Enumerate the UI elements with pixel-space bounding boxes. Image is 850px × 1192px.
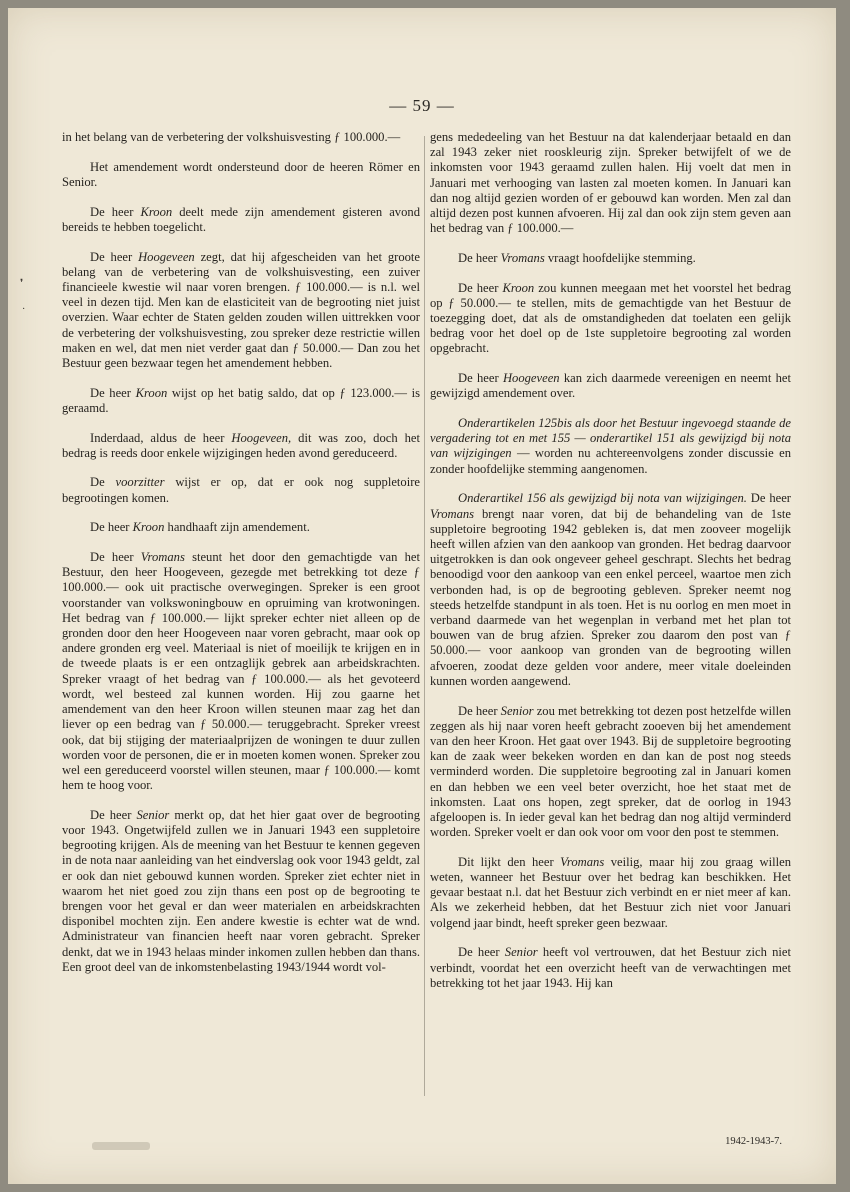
paragraph: Onderartikel 156 als gewijzigd bij nota van wijzigingen. De heer Vromans brengt naar voren, dat bij de behandeling van de 1ste suppletoire begrooting 1942 gebleken is, dat men zooveer mogelijk heeft willen afzien van den aankoop van gronden. Het bedrag daarvoor uitgetrokken is dan ook ongeveer geheel geschrapt. Slechts het bedrag benoodigd voor den aankoop van een enkel perceel, waartoe men zich verbonden had, is op de begrooting gebleven. Spreker neemt nog steeds hetzelfde standpunt in als toen. Het is nu oorlog en men moet in verband daarmede van het wegenplan in verband met het plan tot bouwen van de brug afzien. Spreker zou daarom den post van ƒ 50.000.— voor aankoop van gronden van de begrooting willen afvoeren, zoodat deze gelden voor andere, meer vitale doeleinden kunnen worden aangewend. <box>430 491 791 688</box>
margin-mark: · <box>22 304 26 315</box>
margin-mark: ❜ <box>20 278 24 289</box>
paragraph: De heer Kroon handhaaft zijn amendement. <box>90 520 310 535</box>
paragraph: gens mededeeling van het Bestuur na dat kalenderjaar betaald en dan zal 1943 zeker niet rooskleurig zijn. Spreker betwijfelt of we de inkomsten voor 1943 geraamd zullen halen. Hij voelt dat men in Januari met verhooging van lasten zal moeten komen. In Januari kan dan nog altijd gezien worden of er gebouwd kan worden. Men zal dan altijd dezen post kunnen afvoeren. Hij zal dan ook zijn stem geven aan het bedrag van ƒ 100.000.— <box>430 130 791 236</box>
italic-text: Hoogeveen <box>138 249 195 264</box>
paragraph: De heer Senior heeft vol vertrouwen, dat het Bestuur zich niet verbindt, voordat het een overzicht heeft van de verwachtingen met betrekking tot het jaar 1943. Hij kan <box>430 945 791 990</box>
italic-text: Hoogeveen, <box>231 430 292 445</box>
italic-text: Onderartikel 156 als gewijzigd bij nota van wijzigingen. <box>458 491 747 506</box>
italic-text: Onderartikelen 125bis als door het Bestuur ingevoegd staande de vergadering tot en met 155 — onderartikel 151 als gewijzigd bij nota van wijzigingen <box>430 416 791 461</box>
paragraph: De voorzitter wijst er op, dat er ook nog suppletoire begrootingen komen. <box>62 475 420 505</box>
paragraph: De heer Hoogeveen zegt, dat hij afgescheiden van het groote belang van de verbetering van de volkshuisvesting, een zuiver financieele kwestie wil naar voren brengen. ƒ 100.000.— is n.l. wel veel in dezen tijd. Men kan de elasticiteit van de begrooting niet juist overzien. Waar echter de Staten gelden zouden willen uittrekken voor de verbetering der volkshuisvesting, zou spreker deze restrictie willen maken en wel, dat men niet verder gaat dan ƒ 50.000.— Dan zou het Bestuur geen bezwaar tegen het amendement hebben. <box>62 249 420 370</box>
italic-text: Senior <box>504 945 538 960</box>
column-divider <box>424 136 425 1096</box>
paragraph: Dit lijkt den heer Vromans veilig, maar hij zou graag willen weten, wanneer het Bestuur over het bedrag kan beschikken. Het gevaar bestaat n.l. dat het Bestuur zich verbindt en er niet meer af kan. Als we zekerheid hebben, dat het Bestuur zich niet voor Januari volgend jaar bindt, heeft spreker geen bezwaar. <box>430 854 791 930</box>
paragraph: De heer Kroon zou kunnen meegaan met het voorstel het bedrag op ƒ 50.000.— te stellen, mits de gemachtigde van het Bestuur de toezegging doet, dat als de omstandigheden dat toelaten een gelijk bedrag voor het doel op de 1ste suppletoire begrooting zal worden opgebracht. <box>430 280 791 356</box>
italic-text: Vromans <box>500 250 545 265</box>
document-page <box>8 8 836 1184</box>
italic-text: Kroon <box>132 520 165 535</box>
italic-text: Kroon <box>135 385 168 400</box>
footer-code: 1942-1943-7. <box>725 1136 782 1147</box>
paragraph: De heer Kroon wijst op het batig saldo, dat op ƒ 123.000.— is geraamd. <box>62 385 421 415</box>
italic-text: Hoogeveen <box>502 371 560 386</box>
paragraph: De heer Senior zou met betrekking tot dezen post hetzelfde willen zeggen als hij naar voren heeft gebracht zooeven bij het amendement van den heer Kroon. Het gaat over 1943. Bij de suppletoire begrooting kan de zaak weer bekeken worden en dan kan de post nog steeds verminderd worden. Die suppletoire begrooting zal in Januari komen en dan hebben we een veel beter overzicht, hoe het staat met de inkomsten. Laat ons hopen, zegt spreker, dat de oorlog in 1943 afgeloopen is. In ieder geval kan het bedrag dan nog altijd verminderd worden. Spreker voelt er dan ook voor om voor den post te stemmen. <box>430 703 791 840</box>
italic-text: voorzitter <box>115 475 165 490</box>
italic-text: Vromans <box>430 506 475 521</box>
paragraph: in het belang van de verbetering der volkshuisvesting ƒ 100.000.— <box>62 130 401 144</box>
italic-text: Senior <box>136 807 170 822</box>
page-number: — 59 — <box>389 96 455 115</box>
paragraph: Onderartikelen 125bis als door het Bestuur ingevoegd staande de vergadering tot en met 155 — onderartikel 151 als gewijzigd bij nota van wijzigingen — worden nu achtereenvolgens zonder discussie en zonder hoofdelijke stemming aangenomen. <box>430 416 791 476</box>
paragraph: De heer Vromans vraagt hoofdelijke stemming. <box>458 250 696 265</box>
paragraph: De heer Senior merkt op, dat het hier gaat over de begrooting voor 1943. Ongetwijfeld zullen we in Januari 1943 een suppletoire begrooting krijgen. Als de meening van het Bestuur te kennen gegeven in de nota naar aanleiding van het eindverslag ook voor 1943 geldt, zal er ook dan niet gebouwd kunnen worden. Spreker ziet echter niet in waarom het niet goed zou zijn thans een post op de begrooting te brengen voor het geval er dan weer materialen en arbeidskrachten disponibel mochten zijn. Een andere kwestie is echter wat de wnd. Administrateur van financien heeft naar voren gebracht. Spreker denkt, dat we in 1943 helaas minder inkomen zullen hebben dan thans. Een groot deel van de inkomstenbelasting 1943/1944 wordt vol- <box>62 807 421 974</box>
faded-stamp <box>92 1142 150 1150</box>
paragraph: Het amendement wordt ondersteund door de heeren Römer en Senior. <box>62 159 420 189</box>
right-column <box>430 130 791 1005</box>
paragraph: De heer Kroon deelt mede zijn amendement gisteren avond bereids te hebben toegelicht. <box>62 204 420 234</box>
italic-text: Kroon <box>140 204 173 219</box>
paragraph: Inderdaad, aldus de heer Hoogeveen, dit was zoo, doch het bedrag is reeds door enkele wijzigingen heden avond gereduceerd. <box>62 430 420 460</box>
left-column <box>62 130 420 990</box>
italic-text: Senior <box>500 703 534 718</box>
paragraph: De heer Vromans steunt het door den gemachtigde van het Bestuur, den heer Hoogeveen, gezegde met betrekking tot deze ƒ 100.000.— ook uit practische overwegingen. Spreker is een groot voorstander van volkswoningbouw en opruiming van krotwoningen. Het bedrag van ƒ 100.000.— lijkt spreker echter niet alleen op de gronden door den heer Hoogeveen naar voren gebracht, maar ook op andere gronden erg veel. Materiaal is niet of moeilijk te krijgen en in de tweede plaats is er een ontzaglijk gebrek aan arbeidskrachten. Spreker vraagt of het bedrag van ƒ 100.000.— als het gevoteerd wordt, wel besteed zal kunnen worden. Hij zou gaarne het amendement van den heer Kroon willen steunen maar zag het dan liever op een bedrag van ƒ 50.000.— teruggebracht. Spreker vreest ook, dat bij stijging der materiaalprijzen de woningen te duur zullen worden voor de personen, die er in moeten komen wonen. Spreker zou wel een gereduceerd voorstel willen steunen, maar ƒ 100.000.— komt hem te hoog voor. <box>62 550 420 793</box>
italic-text: Vromans <box>140 550 185 565</box>
paragraph: De heer Hoogeveen kan zich daarmede vereenigen en neemt het gewijzigd amendement over. <box>430 371 791 401</box>
italic-text: Kroon <box>502 280 535 295</box>
italic-text: Vromans <box>560 854 605 869</box>
